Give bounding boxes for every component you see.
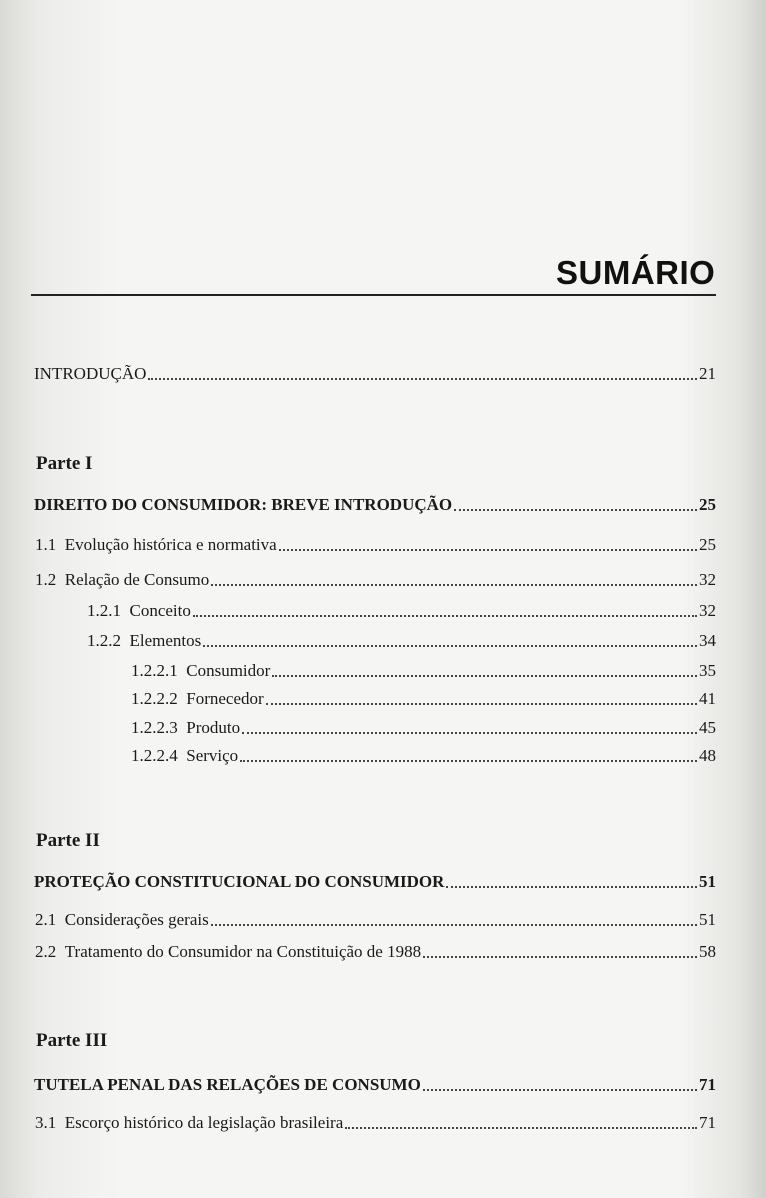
leader-dots — [242, 732, 697, 734]
part-label: Parte III — [36, 1030, 108, 1051]
toc-entry-number: 1.2 — [35, 570, 57, 589]
toc-entry-number: 1.2.2.1 — [131, 661, 178, 680]
toc-entry-page: 41 — [699, 689, 716, 708]
toc-entry-page: 34 — [699, 631, 716, 650]
toc-entry-number: 1.2.2.3 — [131, 718, 178, 737]
toc-entry-number: 1.1 — [35, 535, 57, 554]
part-label: Parte I — [36, 453, 93, 474]
toc-entry-page: 45 — [699, 718, 716, 737]
toc-entry-label — [35, 1113, 343, 1133]
toc-entry-label — [35, 942, 421, 962]
toc-entry-number: 1.2.1 — [87, 601, 121, 620]
leader-dots — [446, 886, 697, 888]
toc-entry-page: 25 — [699, 535, 716, 554]
toc-entry-text: Consumidor — [186, 661, 271, 680]
toc-entry-page: 71 — [699, 1113, 716, 1132]
toc-entry-label — [35, 910, 209, 930]
toc-entry-label — [87, 631, 201, 651]
toc-entry-text: Produto — [186, 718, 241, 737]
toc-entry — [87, 631, 716, 651]
toc-entry-label: PROTEÇÃO CONSTITUCIONAL DO CONSUMIDOR — [34, 872, 445, 891]
leader-dots — [345, 1127, 697, 1129]
toc-entry-label — [131, 746, 238, 766]
toc-entry — [35, 570, 716, 590]
toc-entry — [35, 910, 716, 930]
toc-entry — [131, 718, 716, 738]
toc-entry — [131, 661, 716, 681]
toc-entry-page: 32 — [699, 601, 716, 620]
toc-entry-number: 1.2.2.4 — [131, 746, 178, 765]
toc-entry — [35, 1113, 716, 1133]
toc-entry-number: 3.1 — [35, 1113, 57, 1132]
toc-entry-text: Tratamento do Consumidor na Constituição de 1988 — [64, 942, 422, 961]
leader-dots — [203, 645, 697, 647]
toc-entry-label: INTRODUÇÃO — [34, 364, 147, 383]
toc-entry-page: 51 — [699, 872, 716, 891]
toc-entry-page: 35 — [699, 661, 716, 680]
toc-entry-text: Evolução histórica e normativa — [64, 535, 277, 554]
toc-entry-label: DIREITO DO CONSUMIDOR: BREVE INTRODUÇÃO — [34, 495, 453, 514]
toc-entry-label — [87, 601, 191, 621]
toc-entry-page: 25 — [699, 495, 716, 514]
leader-dots — [211, 584, 697, 586]
toc-entry-label: TUTELA PENAL DAS RELAÇÕES DE CONSUMO — [34, 1075, 421, 1094]
leader-dots — [423, 956, 697, 958]
toc-entry-page: 71 — [699, 1075, 716, 1094]
toc-part-title — [34, 495, 716, 515]
toc-entry-page: 51 — [699, 910, 716, 929]
toc-entry-page: 21 — [699, 364, 716, 383]
toc-entry-number: 2.1 — [35, 910, 57, 929]
leader-dots — [240, 760, 697, 762]
toc-entry — [131, 689, 716, 709]
toc-entry-text: Conceito — [129, 601, 191, 620]
leader-dots — [211, 924, 697, 926]
toc-entry-number: 2.2 — [35, 942, 57, 961]
toc-entry-text: Elementos — [129, 631, 202, 650]
toc-part-title — [34, 872, 716, 892]
toc-part-title — [34, 1075, 716, 1095]
toc-entry — [35, 535, 716, 555]
toc-entry-label — [131, 718, 240, 738]
toc-entry-text: Considerações gerais — [64, 910, 209, 929]
toc-entry-text: Serviço — [186, 746, 239, 765]
leader-dots — [148, 378, 697, 380]
toc-entry-introducao — [34, 364, 716, 384]
toc-entry-page: 32 — [699, 570, 716, 589]
title-rule — [31, 294, 716, 296]
toc-entry-label — [35, 570, 209, 590]
toc-entry — [35, 942, 716, 962]
toc-entry-label — [131, 689, 264, 709]
leader-dots — [193, 615, 697, 617]
toc-entry-label — [35, 535, 277, 555]
part-label: Parte II — [36, 830, 100, 851]
toc-entry-text: Escorço histórico da legislação brasileira — [64, 1113, 344, 1132]
leader-dots — [266, 703, 697, 705]
toc-entry — [87, 601, 716, 621]
toc-entry-number: 1.2.2.2 — [131, 689, 178, 708]
leader-dots — [423, 1089, 697, 1091]
leader-dots — [279, 549, 697, 551]
toc-entry-label — [131, 661, 270, 681]
toc-entry-number: 1.2.2 — [87, 631, 121, 650]
leader-dots — [272, 675, 697, 677]
toc-entry-page: 48 — [699, 746, 716, 765]
toc-entry-text: Relação de Consumo — [64, 570, 210, 589]
toc-entry — [131, 746, 716, 766]
toc-entry-page: 58 — [699, 942, 716, 961]
toc-entry-text: Fornecedor — [186, 689, 264, 708]
leader-dots — [454, 509, 697, 511]
page-title: SUMÁRIO — [556, 254, 716, 291]
